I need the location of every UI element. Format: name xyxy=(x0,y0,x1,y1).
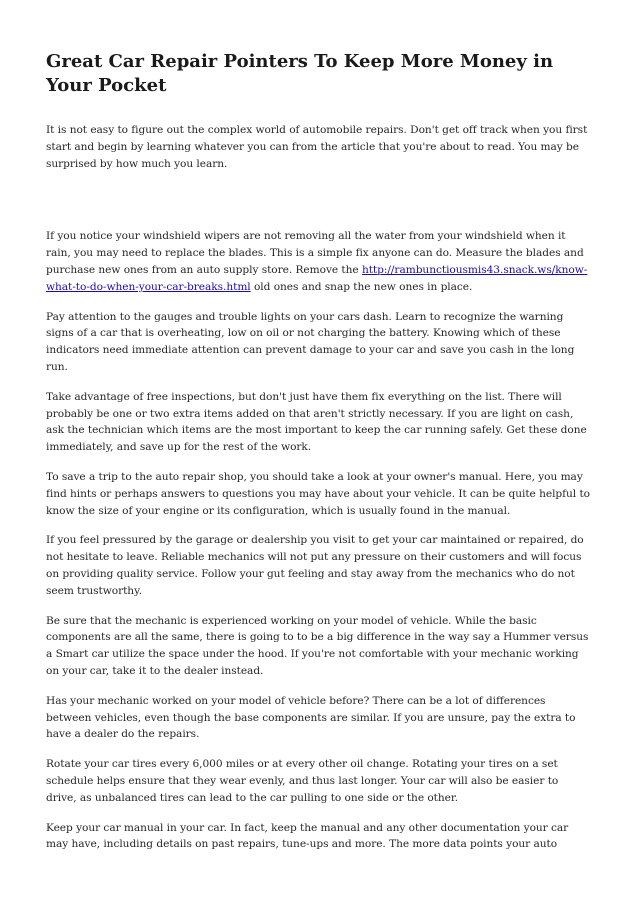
wipers-text-before-link: If you notice your windshield wipers are not removing all the water from your windshield when it rain, you may need to replace the blades. This is a simple fix anyone can do. Measure the blades and purchase new ones from an auto supply store. Remove the xyxy=(46,230,584,276)
paragraph-car-manual: Keep your car manual in your car. In fact, keep the manual and any other documentation your car may have, including details on past repairs, tune-ups and more. The more data points your auto xyxy=(46,821,569,851)
wipers-text-after-link: old ones and snap the new ones in place. xyxy=(250,280,473,293)
article-link[interactable]: http://rambunctiousmis43.snack.ws/know-what-to-do-when-your-car-breaks.html xyxy=(46,263,588,293)
paragraph-gauges: Pay attention to the gauges and trouble lights on your cars dash. Learn to recognize the warning signs of a car that is overheating, low on oil or not charging the battery. Knowing which of these indicators need immediate attention can prevent damage to your car and save you cash in the long run. xyxy=(46,310,575,373)
paragraph-mechanic-model: Has your mechanic worked on your model of vehicle before? There can be a lot of differences between vehicles, even though the base components are similar. If you are unsure, pay the extra to have a dealer do the repairs. xyxy=(46,694,576,741)
paragraph-pressure: If you feel pressured by the garage or dealership you visit to get your car maintained or repaired, do not hesitate to leave. Reliable mechanics will not put any pressure on their customers and will focus on providing quality service. Follow your gut feeling and stay away from the mechanics who do not seem trustworthy. xyxy=(46,534,584,597)
page-title: Great Car Repair Pointers To Keep More Money in Your Pocket xyxy=(46,51,554,96)
paragraph-tire-rotation: Rotate your car tires every 6,000 miles or at every other oil change. Rotating your tires on a set schedule helps ensure that they wear evenly, and thus last longer. Your car will also be easier to drive, as unbalanced tires can lead to the car pulling to one side or the other. xyxy=(46,758,559,804)
wipers-paragraph xyxy=(46,228,592,295)
paragraph-owners-manual: To save a trip to the auto repair shop, you should take a look at your owner's manual. Here, you may find hints or perhaps answers to questions you may have about your vehicle. It can be quite helpful to know the size of your engine or its configuration, which is usually found in the manual. xyxy=(46,470,590,517)
paragraph-mechanic-experience: Be sure that the mechanic is experienced working on your model of vehicle. While the basic components are all the same, there is going to to be a big difference in the way say a Hummer versus a Smart car utilize the space under the hood. If you're not comfortable with your mechanic working on your car, take it to the dealer instead. xyxy=(46,614,589,677)
document-page xyxy=(46,50,592,866)
intro-paragraph: It is not easy to figure out the complex world of automobile repairs. Don't get off track when you first start and begin by learning whatever you can from the article that you're about to read. You may be surprised by how much you learn. xyxy=(46,124,588,170)
paragraph-inspections: Take advantage of free inspections, but don't just have them fix everything on the list. There will probably be one or two extra items added on that aren't strictly necessary. If you are light on cash, ask the technician which items are the most important to keep the car running safely. Get these done immediately, and save up for the rest of the work. xyxy=(46,390,587,454)
